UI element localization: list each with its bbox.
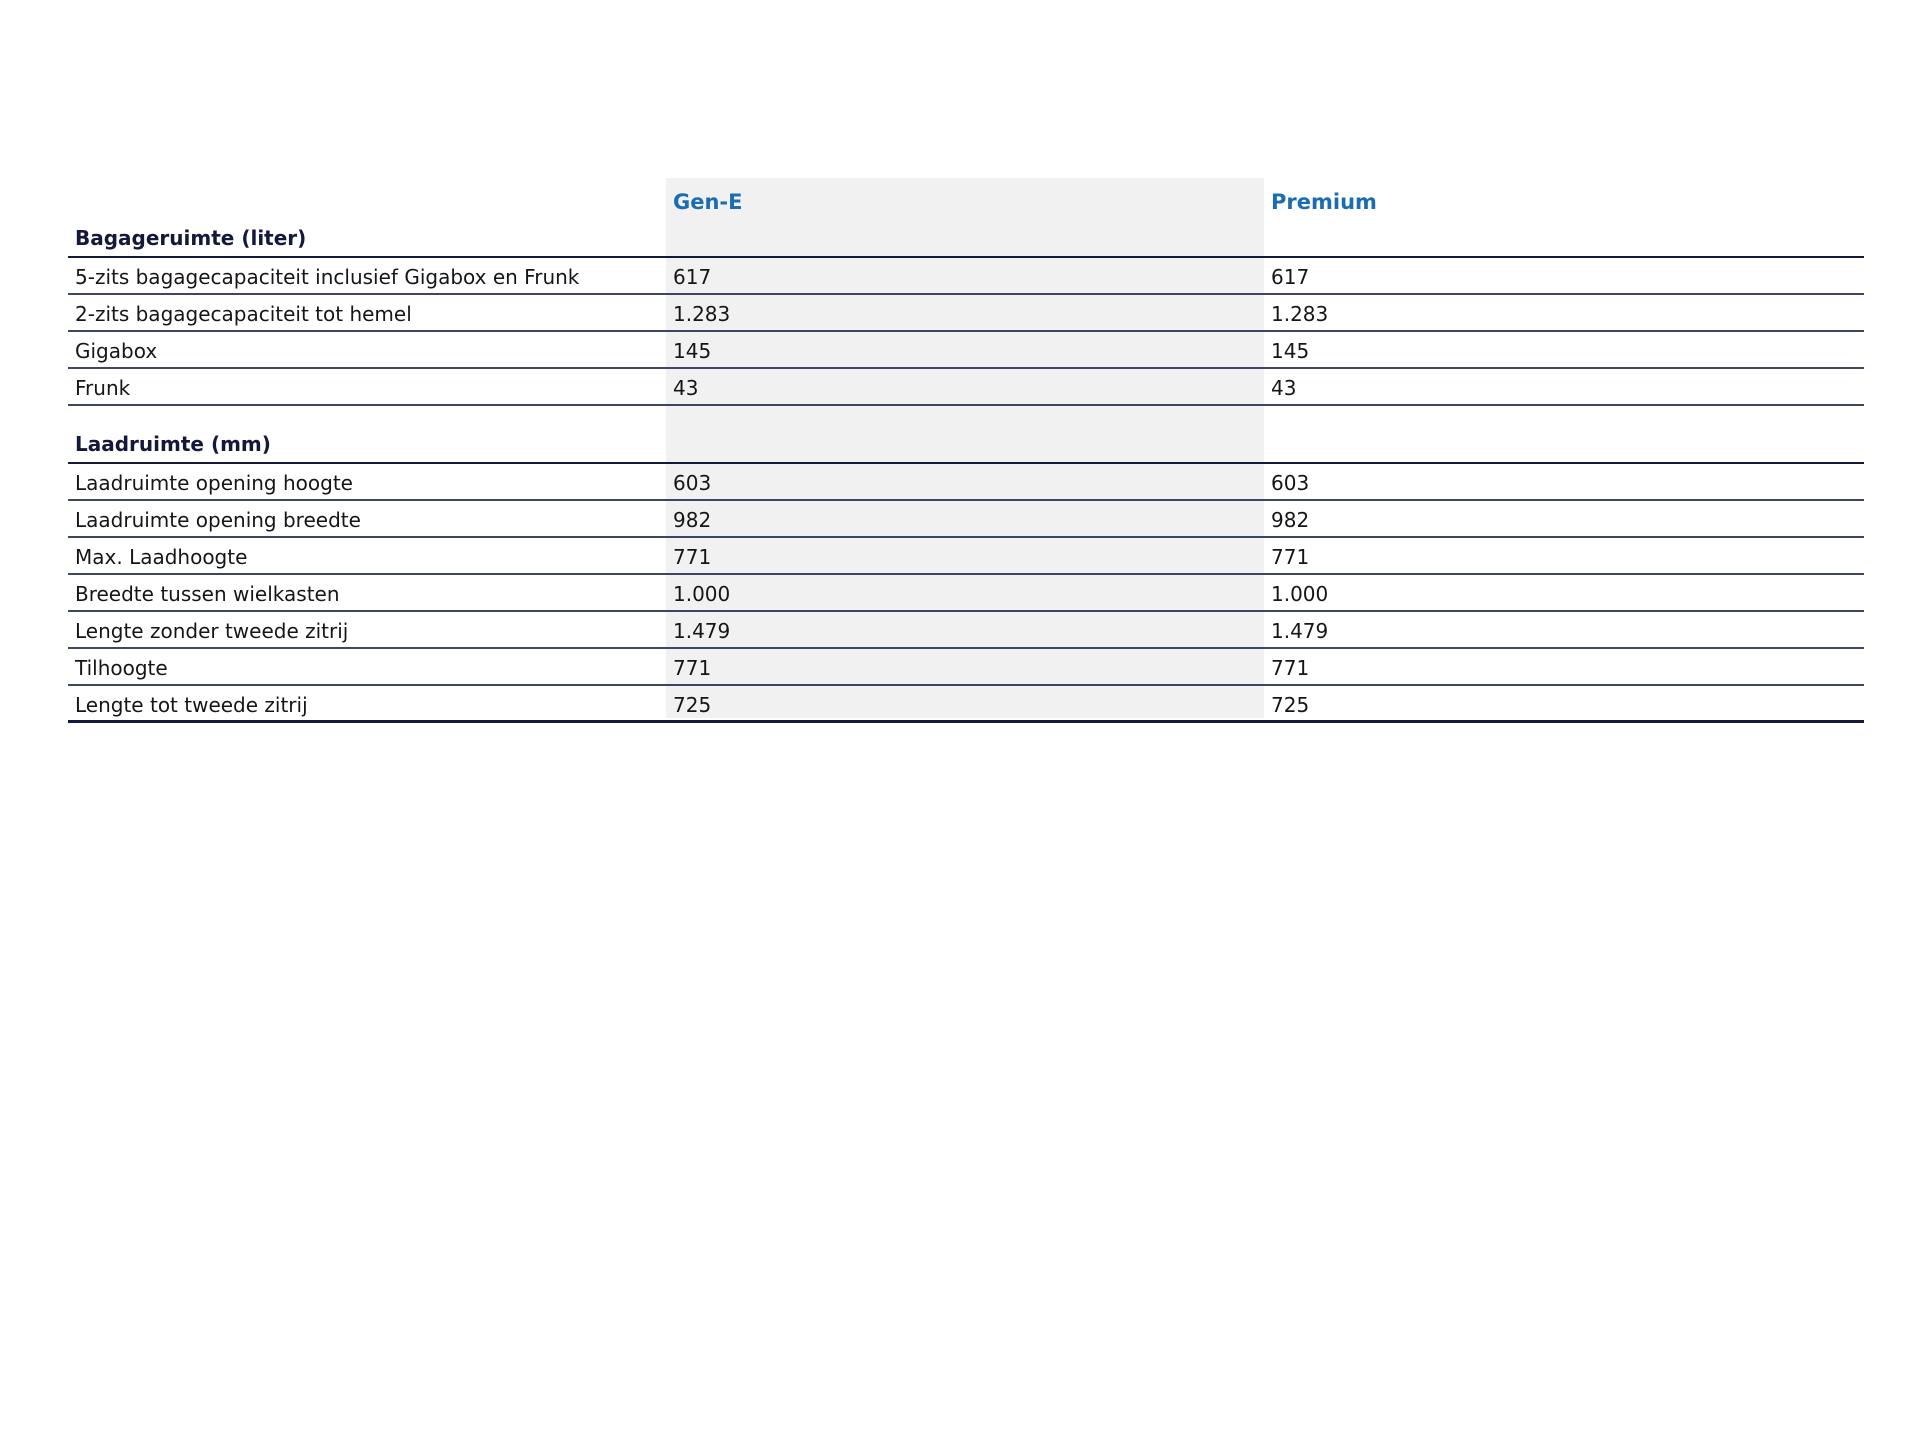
row-value-premium: 771: [1271, 656, 1310, 680]
row-value-gen-e: 145: [673, 339, 712, 363]
row-value-premium: 145: [1271, 339, 1310, 363]
row-value-premium: 771: [1271, 545, 1310, 569]
table-row: [68, 538, 1864, 575]
row-value-gen-e: 1.000: [673, 582, 731, 606]
row-label: Max. Laadhoogte: [75, 545, 248, 569]
row-value-gen-e: 617: [673, 265, 712, 289]
row-label: Breedte tussen wielkasten: [75, 582, 340, 606]
row-label: Frunk: [75, 376, 131, 400]
row-value-gen-e: 43: [673, 376, 699, 400]
table-row: [68, 501, 1864, 538]
row-value-gen-e: 771: [673, 545, 712, 569]
row-label: Tilhoogte: [75, 656, 168, 680]
row-value-premium: 617: [1271, 265, 1310, 289]
row-value-gen-e: 1.479: [673, 619, 731, 643]
row-value-premium: 603: [1271, 471, 1310, 495]
table-row: [68, 575, 1864, 612]
table-row: [68, 464, 1864, 501]
table-row: [68, 295, 1864, 332]
table-row: [68, 258, 1864, 295]
row-label: 5-zits bagagecapaciteit inclusief Gigabox en Frunk: [75, 265, 580, 289]
row-label: 2-zits bagagecapaciteit tot hemel: [75, 302, 412, 326]
row-label: Lengte zonder tweede zitrij: [75, 619, 349, 643]
table-row: [68, 369, 1864, 406]
section-title-bagageruimte: Bagageruimte (liter): [68, 222, 1864, 258]
section-title-laadruimte: Laadruimte (mm): [68, 428, 1864, 464]
row-value-gen-e: 725: [673, 693, 712, 717]
row-value-gen-e: 982: [673, 508, 712, 532]
row-value-premium: 1.479: [1271, 619, 1329, 643]
row-label: Lengte tot tweede zitrij: [75, 693, 308, 717]
row-label: Laadruimte opening breedte: [75, 508, 361, 532]
row-label: Gigabox: [75, 339, 158, 363]
row-value-gen-e: 603: [673, 471, 712, 495]
row-value-gen-e: 1.283: [673, 302, 731, 326]
row-value-premium: 43: [1271, 376, 1297, 400]
table-row: [68, 649, 1864, 686]
table-row: [68, 686, 1864, 723]
row-value-premium: 1.283: [1271, 302, 1329, 326]
row-value-premium: 725: [1271, 693, 1310, 717]
column-header-premium: Premium: [1271, 190, 1377, 214]
column-header-gen-e: Gen-E: [673, 190, 743, 214]
row-value-gen-e: 771: [673, 656, 712, 680]
row-value-premium: 1.000: [1271, 582, 1329, 606]
row-value-premium: 982: [1271, 508, 1310, 532]
row-label: Laadruimte opening hoogte: [75, 471, 353, 495]
table-row: [68, 332, 1864, 369]
table-row: [68, 612, 1864, 649]
